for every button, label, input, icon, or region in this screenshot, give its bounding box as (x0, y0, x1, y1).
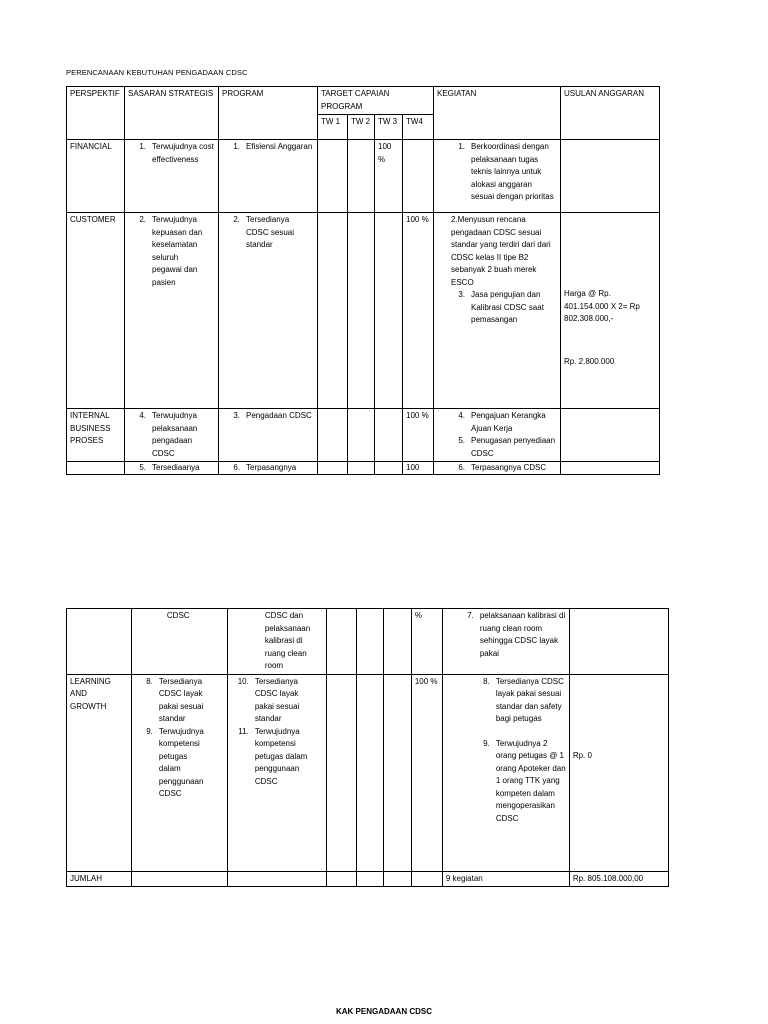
tw2-cell (348, 462, 375, 475)
sasaran-text: Tersediaanya (152, 463, 200, 472)
tw1-cell (318, 462, 348, 475)
tw3-cell: 100 % (375, 140, 403, 213)
tw2-cell (356, 871, 383, 887)
tw2-cell (356, 609, 383, 675)
tw1-cell (326, 674, 356, 871)
program-number: 1. (233, 142, 240, 151)
usulan-cell (569, 674, 668, 871)
sasaran-number: 5. (139, 463, 146, 472)
jumlah-kegiatan: 9 kegiatan (442, 871, 569, 887)
tw3-cell (375, 462, 403, 475)
kegiatan-number: 3. (458, 290, 465, 299)
sasaran-cell (131, 609, 227, 675)
usulan-cell (561, 462, 660, 475)
header-tw2: TW 2 (348, 115, 375, 140)
tw4-cell: 100 % (411, 674, 442, 871)
kegiatan-item-2: 2.Menyusun rencana pengadaan CDSC sesuai standar yang terdiri dari dari CDSC kelas II tipe B2 sebanyak 2 buah merek ESCO (451, 215, 551, 287)
kegiatan-cell (434, 409, 561, 462)
header-tw3: TW 3 (375, 115, 403, 140)
sasaran-number: 4. (139, 411, 146, 420)
header-tw4: TW4 (403, 115, 434, 140)
sasaran-number: 8. (146, 676, 153, 686)
program-cell (227, 871, 326, 887)
row-jumlah (67, 871, 669, 887)
usulan-harga: Harga @ Rp. 401.154.000 X 2= Rp 802.308.000,- (564, 289, 640, 323)
program-text: Terpasangnya (246, 463, 297, 472)
tw1-cell (318, 213, 348, 409)
jumlah-label: JUMLAH (67, 871, 132, 887)
footer-title: KAK PENGADAAN CDSC (335, 1007, 432, 1016)
tw1-cell (318, 140, 348, 213)
perspektif-cell (67, 462, 125, 475)
sasaran-number: 9. (146, 726, 153, 736)
row-customer (67, 213, 660, 409)
perspektif-customer: CUSTOMER (67, 213, 125, 409)
tw1-cell (326, 609, 356, 675)
sasaran-text: Terwujudnya kompetensi petugas dalam penggunaan CDSC (158, 726, 204, 798)
perspektif-learning-label: LEARNING AND GROWTH (70, 676, 111, 711)
usulan-cell (561, 409, 660, 462)
sasaran-text: Terwujudnya pelaksanaan pengadaan CDSC (152, 411, 198, 458)
kegiatan-number: 1. (458, 142, 465, 151)
kegiatan-number: 6. (458, 463, 465, 472)
sasaran-cell (131, 674, 227, 871)
tw4-cell: 100 % (403, 409, 434, 462)
header-tw1: TW 1 (318, 115, 348, 140)
tw1-cell (326, 871, 356, 887)
kegiatan-number: 9. (483, 738, 490, 748)
sasaran-cell (125, 409, 219, 462)
header-usulan: USULAN ANGGARAN (561, 87, 660, 140)
usulan-cell (569, 609, 668, 675)
program-cell (219, 213, 318, 409)
tw4-cell (411, 871, 442, 887)
row-cut (67, 462, 660, 475)
tw2-cell (356, 674, 383, 871)
kegiatan-cell (434, 140, 561, 213)
tw2-cell (348, 409, 375, 462)
tw3-cell (375, 409, 403, 462)
sasaran-number: 1. (139, 142, 146, 151)
kegiatan-text: Penugasan penyediaan CDSC (471, 436, 556, 458)
kegiatan-cell (434, 462, 561, 475)
tw1-cell (318, 409, 348, 462)
planning-table-part-2 (66, 608, 669, 887)
usulan-learning: Rp. 0 (572, 750, 592, 760)
kegiatan-number: 7. (467, 611, 474, 620)
tw3-cell (383, 871, 411, 887)
tw3-cell (383, 674, 411, 871)
kegiatan-text: Tersedianya CDSC layak pakai sesuai standar dan safety bagi petugas (495, 676, 564, 723)
header-sasaran: SASARAN STRATEGIS (125, 87, 219, 140)
program-text: Terwujudnya kompetensi petugas dalam penggunaan CDSC (254, 726, 308, 786)
document-title: PERENCANAAN KEBUTUHAN PENGADAAN CDSC (66, 68, 248, 77)
tw4-cell: 100 % (403, 213, 434, 409)
perspektif-internal: INTERNAL BUSINESS PROSES (67, 409, 125, 462)
program-cell (227, 674, 326, 871)
kegiatan-number: 8. (483, 676, 490, 686)
program-text: Pengadaan CDSC (246, 411, 312, 420)
program-cell (219, 409, 318, 462)
program-number: 2. (233, 215, 240, 224)
tw4-cell: % (411, 609, 442, 675)
header-row (67, 87, 660, 115)
sasaran-cell (125, 462, 219, 475)
kegiatan-number: 4. (458, 411, 465, 420)
row-learning (67, 674, 669, 871)
tw2-cell (348, 140, 375, 213)
header-perspektif: PERSPEKTIF (67, 87, 125, 140)
kegiatan-text: Berkoordinasi dengan pelaksanaan tugas teknis lainnya untuk alokasi anggaran sesuai dengan prioritas (471, 142, 554, 201)
usulan-kalibrasi: Rp. 2.800.000 (564, 356, 615, 366)
kegiatan-text: Terwujudnya 2 orang petugas @ 1 orang Apoteker dan 1 orang TTK yang kompeten dalam mengoperasikan CDSC (495, 738, 566, 823)
program-number: 10. (237, 676, 249, 686)
tw3-cell (375, 213, 403, 409)
row-continued (67, 609, 669, 675)
row-financial (67, 140, 660, 213)
program-cell (227, 609, 326, 675)
usulan-cell (561, 140, 660, 213)
jumlah-usulan: Rp. 805.108.000,00 (569, 871, 668, 887)
kegiatan-cell (434, 213, 561, 409)
sasaran-cell (131, 871, 227, 887)
kegiatan-text: Terpasangnya CDSC (471, 463, 547, 472)
program-cell (219, 140, 318, 213)
program-text: Tersedianya CDSC layak pakai sesuai standar (254, 676, 300, 723)
program-number: 3. (233, 411, 240, 420)
usulan-cell (561, 213, 660, 409)
program-number: 11. (238, 726, 249, 736)
kegiatan-text: Pengajuan Kerangka Ajuan Kerja (471, 411, 546, 433)
perspektif-learning (67, 674, 132, 871)
row-internal (67, 409, 660, 462)
sasaran-cell (125, 213, 219, 409)
sasaran-text: Terwujudnya cost effectiveness (152, 142, 214, 164)
tw3-cell (383, 609, 411, 675)
planning-table-part-1 (66, 86, 660, 475)
tw4-cell: 100 (403, 462, 434, 475)
perspektif-financial: FINANCIAL (67, 140, 125, 213)
kegiatan-number: 5. (458, 436, 465, 445)
sasaran-cell (125, 140, 219, 213)
sasaran-text: Terwujudnya kepuasan dan keselamatan seluruh pegawai dan pasien (152, 215, 203, 287)
kegiatan-cell (442, 674, 569, 871)
kegiatan-text: pelaksanaan kalibrasi di ruang clean room sehingga CDSC layak pakai (479, 611, 566, 658)
program-text: Efisiensi Anggaran (246, 142, 313, 151)
tw4-cell (403, 140, 434, 213)
perspektif-cell (67, 609, 132, 675)
header-program: PROGRAM (219, 87, 318, 140)
sasaran-text: CDSC (166, 611, 190, 620)
sasaran-number: 2. (139, 215, 146, 224)
sasaran-text: Tersedianya CDSC layak pakai sesuai standar (158, 676, 204, 723)
kegiatan-text: Jasa pengujian dan Kalibrasi CDSC saat pemasangan (471, 290, 544, 324)
header-target: TARGET CAPAIAN PROGRAM (318, 87, 434, 115)
kegiatan-cell (442, 609, 569, 675)
tw2-cell (348, 213, 375, 409)
program-cell (219, 462, 318, 475)
program-number: 6. (233, 463, 240, 472)
header-kegiatan: KEGIATAN (434, 87, 561, 140)
program-text: CDSC dan pelaksanaan kalibrasi di ruang clean room (264, 611, 311, 670)
program-text: Tersedianya CDSC sesuai standar (246, 215, 295, 249)
